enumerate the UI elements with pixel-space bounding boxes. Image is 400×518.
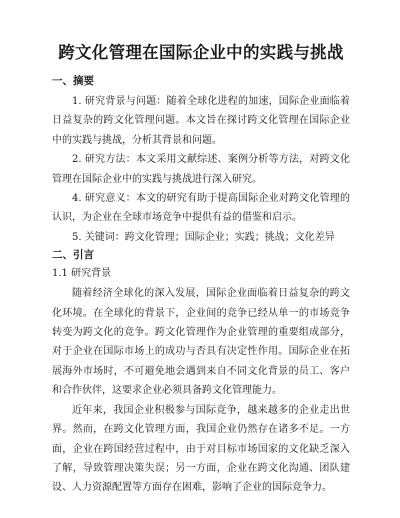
document-title: 跨文化管理在国际企业中的实践与挑战 bbox=[58, 43, 344, 62]
research-background-subheading: 1.1 研究背景 bbox=[52, 268, 112, 280]
intro-paragraph: 近年来，我国企业积极参与国际竞争，越来越多的企业走出世界。然而，在跨文化管理方面，我国企业仍然存在诸多不足。一方面，企业在跨国经营过程中，由于对目标市场国家的文化缺乏深入了解，导致管理决策失误；另一方面，企业在跨文化沟通、团队建设、人力资源配置等方面存在困难，影响了企业的国际竞争力。 bbox=[52, 404, 350, 494]
abstract-heading: 一、摘要 bbox=[52, 75, 94, 87]
abstract-section bbox=[52, 73, 350, 247]
abstract-item-keywords: 5. 关键词：跨文化管理；国际企业；实践；挑战；文化差异 bbox=[72, 231, 335, 243]
introduction-section bbox=[52, 247, 350, 497]
abstract-item-background: 1. 研究背景与问题：随着全球化进程的加速，国际企业面临着日益复杂的跨文化管理问题。本文旨在探讨跨文化管理在国际企业中的实践与挑战，分析其背景和问题。 bbox=[52, 96, 350, 146]
abstract-item-method: 2. 研究方法：本文采用文献综述、案例分析等方法，对跨文化管理在国际企业中的实践与挑战进行深入研究。 bbox=[52, 154, 350, 185]
introduction-heading: 二、引言 bbox=[52, 249, 94, 262]
intro-paragraph: 随着经济全球化的深入发展，国际企业面临着日益复杂的跨文化环境。在全球化的背景下，企业间的竞争已经从单一的市场竞争转变为跨文化的竞争。跨文化管理作为企业管理的重要组成部分，对于企业在国际市场上的成功与否具有决定性作用。国际企业在拓展海外市场时，不可避免地会遇到来自不同文化背景的员工、客户和合作伙伴，这要求企业必须具备跨文化管理能力。 bbox=[52, 288, 350, 397]
abstract-item-significance: 4. 研究意义：本文的研究有助于提高国际企业对跨文化管理的认识，为企业在全球市场竞争中提供有益的借鉴和启示。 bbox=[52, 193, 350, 224]
